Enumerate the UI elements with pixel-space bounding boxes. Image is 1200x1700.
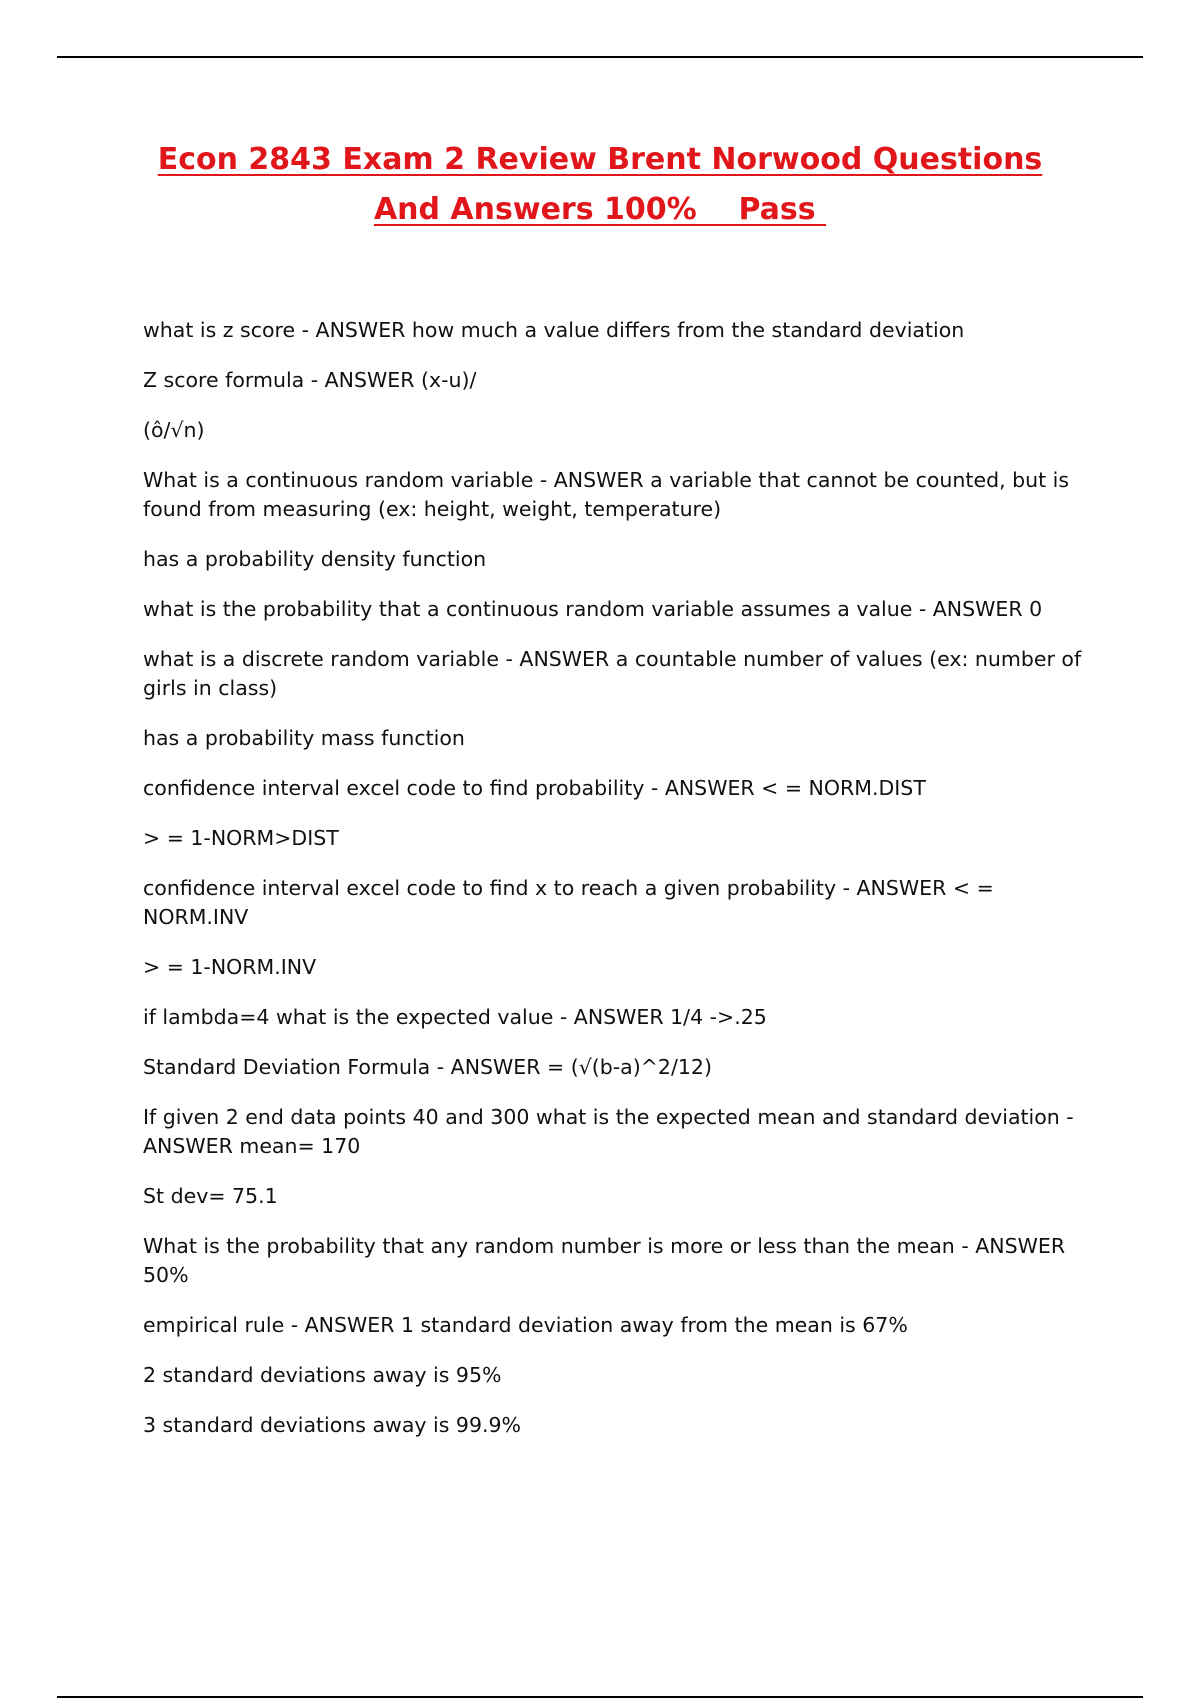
qa-paragraph: confidence interval excel code to find probability - ANSWER < = NORM.DIST: [143, 776, 926, 800]
qa-paragraph: has a probability density function: [143, 547, 487, 571]
qa-paragraph: What is a continuous random variable - ANSWER a variable that cannot be counted, but is found from measuring (ex: height, weight, temperature): [143, 468, 1076, 521]
qa-paragraph: St dev= 75.1: [143, 1184, 278, 1208]
qa-paragraph: If given 2 end data points 40 and 300 what is the expected mean and standard deviation - ANSWER mean= 170: [143, 1105, 1081, 1158]
qa-paragraph: What is the probability that any random number is more or less than the mean - ANSWER 50%: [143, 1234, 1072, 1287]
top-rule: [57, 56, 1143, 58]
qa-paragraph: if lambda=4 what is the expected value - ANSWER 1/4 ->.25: [143, 1005, 767, 1029]
qa-paragraph: confidence interval excel code to find x to reach a given probability - ANSWER < = NORM.INV: [143, 876, 1001, 929]
qa-paragraph: what is the probability that a continuous random variable assumes a value - ANSWER 0: [143, 597, 1043, 621]
qa-paragraph: Z score formula - ANSWER (x-u)/: [143, 368, 477, 392]
title-line-2: And Answers 100% Pass: [373, 192, 827, 227]
qa-paragraph: (ô/√n): [143, 418, 205, 442]
qa-paragraph: 2 standard deviations away is 95%: [143, 1363, 502, 1387]
title-line-1: Econ 2843 Exam 2 Review Brent Norwood Questions: [157, 142, 1043, 177]
document-title: [0, 142, 1200, 228]
qa-paragraph: 3 standard deviations away is 99.9%: [143, 1413, 522, 1437]
qa-paragraph: has a probability mass function: [143, 726, 465, 750]
qa-paragraph: > = 1-NORM>DIST: [143, 826, 339, 850]
qa-paragraph: what is a discrete random variable - ANSWER a countable number of values (ex: number of girls in class): [143, 647, 1088, 700]
qa-paragraph: > = 1-NORM.INV: [143, 955, 317, 979]
qa-paragraph: empirical rule - ANSWER 1 standard deviation away from the mean is 67%: [143, 1313, 908, 1337]
bottom-rule: [57, 1696, 1143, 1698]
qa-paragraph: Standard Deviation Formula - ANSWER = (√(b-a)^2/12): [143, 1055, 712, 1079]
qa-paragraph: what is z score - ANSWER how much a value differs from the standard deviation: [143, 318, 965, 342]
document-body: [143, 316, 1098, 1461]
